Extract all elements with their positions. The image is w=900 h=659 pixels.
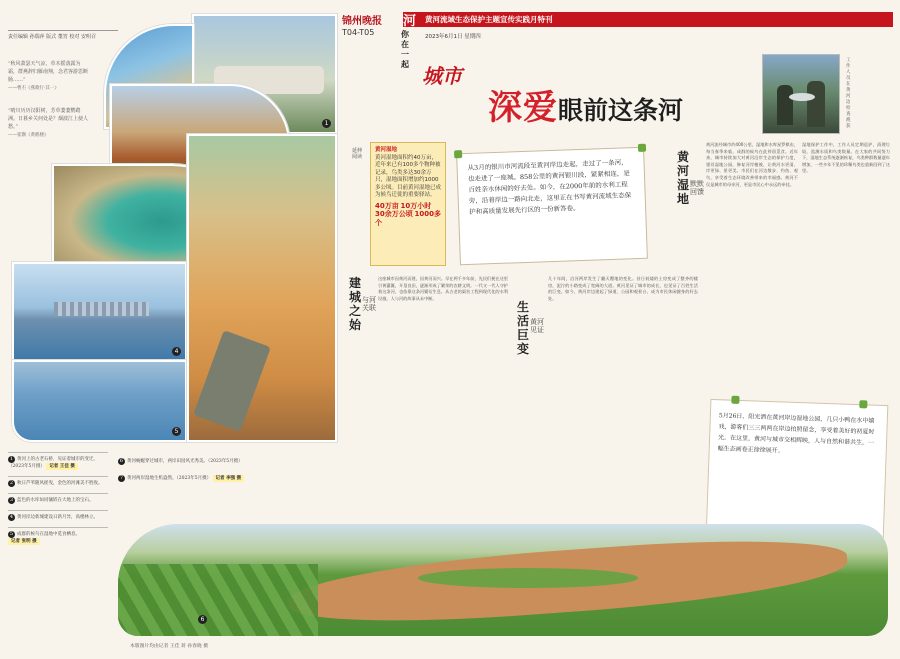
photo-number: 5 <box>172 427 181 436</box>
credits-line: 责任编辑 孙瑞萍 版式 董宵 校对 安明召 <box>8 30 118 41</box>
vertical-column-title: 你在一起 <box>401 30 409 69</box>
hero-photo <box>762 54 840 134</box>
section-subtitle: 与河关联 <box>362 296 376 312</box>
title-kicker: 城市 <box>422 64 462 88</box>
photo-captions-mid <box>118 458 258 492</box>
section-subtitle: 默默回馈 <box>690 180 704 196</box>
note-box <box>706 399 889 543</box>
section-title: 建城之始 <box>348 276 361 332</box>
photo-yellow-river <box>187 134 337 442</box>
note-text: 5月26日，阳光洒在黄河岸边湿地公园，几只小鸭在水中嬉戏，游客们三三两两在岸边拍照留念，享受着美好的初夏时光。在这里，黄河与城市交相辉映，人与自然和谐共生，一幅生态画卷正徐徐展开。 <box>717 412 875 455</box>
panorama-photo <box>118 524 888 636</box>
photo-number: 4 <box>172 347 181 356</box>
photo-number: 1 <box>322 119 331 128</box>
section-title: 生活巨变 <box>516 300 529 356</box>
page-title <box>488 80 683 129</box>
callout-lead: 黄河湿地 <box>375 147 398 153</box>
caption-item: 7 黄河两岸湿地生机盎然。（2023年5月摄） 记者 李强 摄 <box>118 475 258 482</box>
caption-item: 1 黄河上的古老石桥，见证着城市的变迁。（2023年5月摄） 记者 王佳 摄 <box>8 452 108 470</box>
callout-box <box>370 142 446 266</box>
page-code: T04-T05 <box>342 28 375 37</box>
callout-highlight: 1000多个 <box>375 210 441 227</box>
caption-credit: 记者 张明 摄 <box>8 538 40 545</box>
quote-source: ——曹丕《燕歌行·其一》 <box>8 86 59 91</box>
quote-source: ——崔颢《黄鹤楼》 <box>8 133 49 138</box>
body-text-col-2: 湿地保护工作中，工作人员定期巡护，清理垃圾，监测水质和鸟类数量。在大家的共同努力下，湿地生态系统逐渐恢复，鸟类种群数量逐年增加，一些多年不见的珍稀鸟类也重新回到了这里。 <box>802 142 890 174</box>
dateline: 2023年6月1日 星期四 <box>425 34 481 40</box>
pin-icon <box>859 400 867 408</box>
banner-title: 黄河流域生态保护主题宣传实践月特刊 <box>425 15 553 24</box>
caption-credit: 记者 李强 摄 <box>213 475 245 482</box>
photo-city-lake <box>12 262 187 362</box>
callout-highlight: 10万小时 <box>400 201 432 210</box>
quote-2: “晴川历历汉阳树，芳草萋萋鹦鹉洲。日暮乡关何处是？烟波江上使人愁。” ——崔颢《黄鹤楼》 <box>8 108 89 138</box>
pin-icon <box>731 396 739 404</box>
pin-icon <box>638 144 646 152</box>
section-subtitle: 黄河见证 <box>530 318 544 334</box>
photo-number: 6 <box>198 615 207 624</box>
callout-label: 延伸阅读 <box>352 148 363 160</box>
callout-highlight: 40万亩 <box>375 201 399 210</box>
caption-credit: 记者 王佳 摄 <box>46 463 78 470</box>
caption-item: 5 成群的候鸟在湿地中觅食栖息。 记者 张明 摄 <box>8 527 108 545</box>
callout-highlight: 30余万公顷 <box>375 210 413 218</box>
newspaper-logo: 锦州晚报 <box>342 16 382 27</box>
title-black: 眼前这条河 <box>558 96 684 125</box>
body-text-col-3: 这座城市因黄河而建，因黄河而兴。早在两千多年前，先民们便在这里引黄灌溉，开垦良田，逐渐形成了繁荣的农耕文明。一代又一代人守护着这条河，也依靠这条河繁衍生息。从古老的渠首工程到现代化的水利设施，人与河的故事从未中断。 <box>378 276 508 301</box>
callout-text: 黄河湿地面积约40万亩，近年来已有100多个物种被记录，鸟类多达30余万只，湿地面积增加约1000多公顷。目前黄河湿地已成为候鸟迁徙的重要驿站。 <box>375 154 442 198</box>
photo-captions-left <box>8 452 108 551</box>
caption-item: 4 黄河岸边新城建设日新月异，高楼林立。 <box>8 510 108 521</box>
caption-item: 3 蓝色的水库如同镶嵌在大地上的宝石。 <box>8 493 108 504</box>
quote-column <box>8 60 90 154</box>
quote-1: “秋风萧瑟天气凉，草木摇落露为霜，群燕辞归雁南翔，念君客游思断肠……” ——曹丕《燕歌行·其一》 <box>8 61 89 91</box>
intro-text: 从3月的银川市河流段至黄河岸边走起，走过了一条河，也走进了一座城。858公里的黄河银川段，紧紧相连，是百姓亲水休闲的好去处。如今，在2000年前的水利工程旁，沿着岸边一路向北走，这里正在书写黄河流域生态保护和高质量发展先行区的一份新答卷。 <box>467 158 632 216</box>
hero-photo-caption: 工作人员在黄河边检查渔获 <box>846 58 851 129</box>
section-title: 黄河湿地 <box>676 150 689 206</box>
panorama-caption: 本版图片均由记者 王佳 蒋 孙春晓 摄 <box>130 644 209 649</box>
photo-birds-lake <box>12 360 187 442</box>
body-text-col-1: 黄河流经城市约400公里，湿地和水库星罗棋布，每当春季来临，成群的候鸟在此停留觅食。近年来，城市持续加大对黄河沿岸生态的保护力度，建设湿地公园，修复河岸植被，让黄河水更清、岸更绿、景更美。市民们在河边散步、钓鱼、观鸟，享受着生态环境改善带来的幸福感。黄河不仅是城市的母亲河，更是市民心中永远的牵挂。 <box>706 142 798 187</box>
pin-icon <box>454 150 462 158</box>
river-mark: 河 <box>403 14 417 29</box>
caption-item: 6 黄河蜿蜒穿过城市，两岸田园风光秀美。（2023年5月摄） <box>119 458 243 464</box>
title-red: 深爱 <box>488 88 558 128</box>
intro-box <box>456 147 648 265</box>
body-text-col-4: 几十年间，沿河两岸发生了翻天覆地的变化。昔日低矮的土房变成了整齐的楼房，泥泞的小路变成了宽阔的大道。黄河见证了城市的成长，也见证了百姓生活的巨变。如今，黄河岸边建起了绿道、公园和观景台，成为市民休闲健身的好去处。 <box>548 276 698 301</box>
caption-item: 2 秋日芦苇随风摇曳，金色的河滩美不胜收。 <box>8 476 108 487</box>
